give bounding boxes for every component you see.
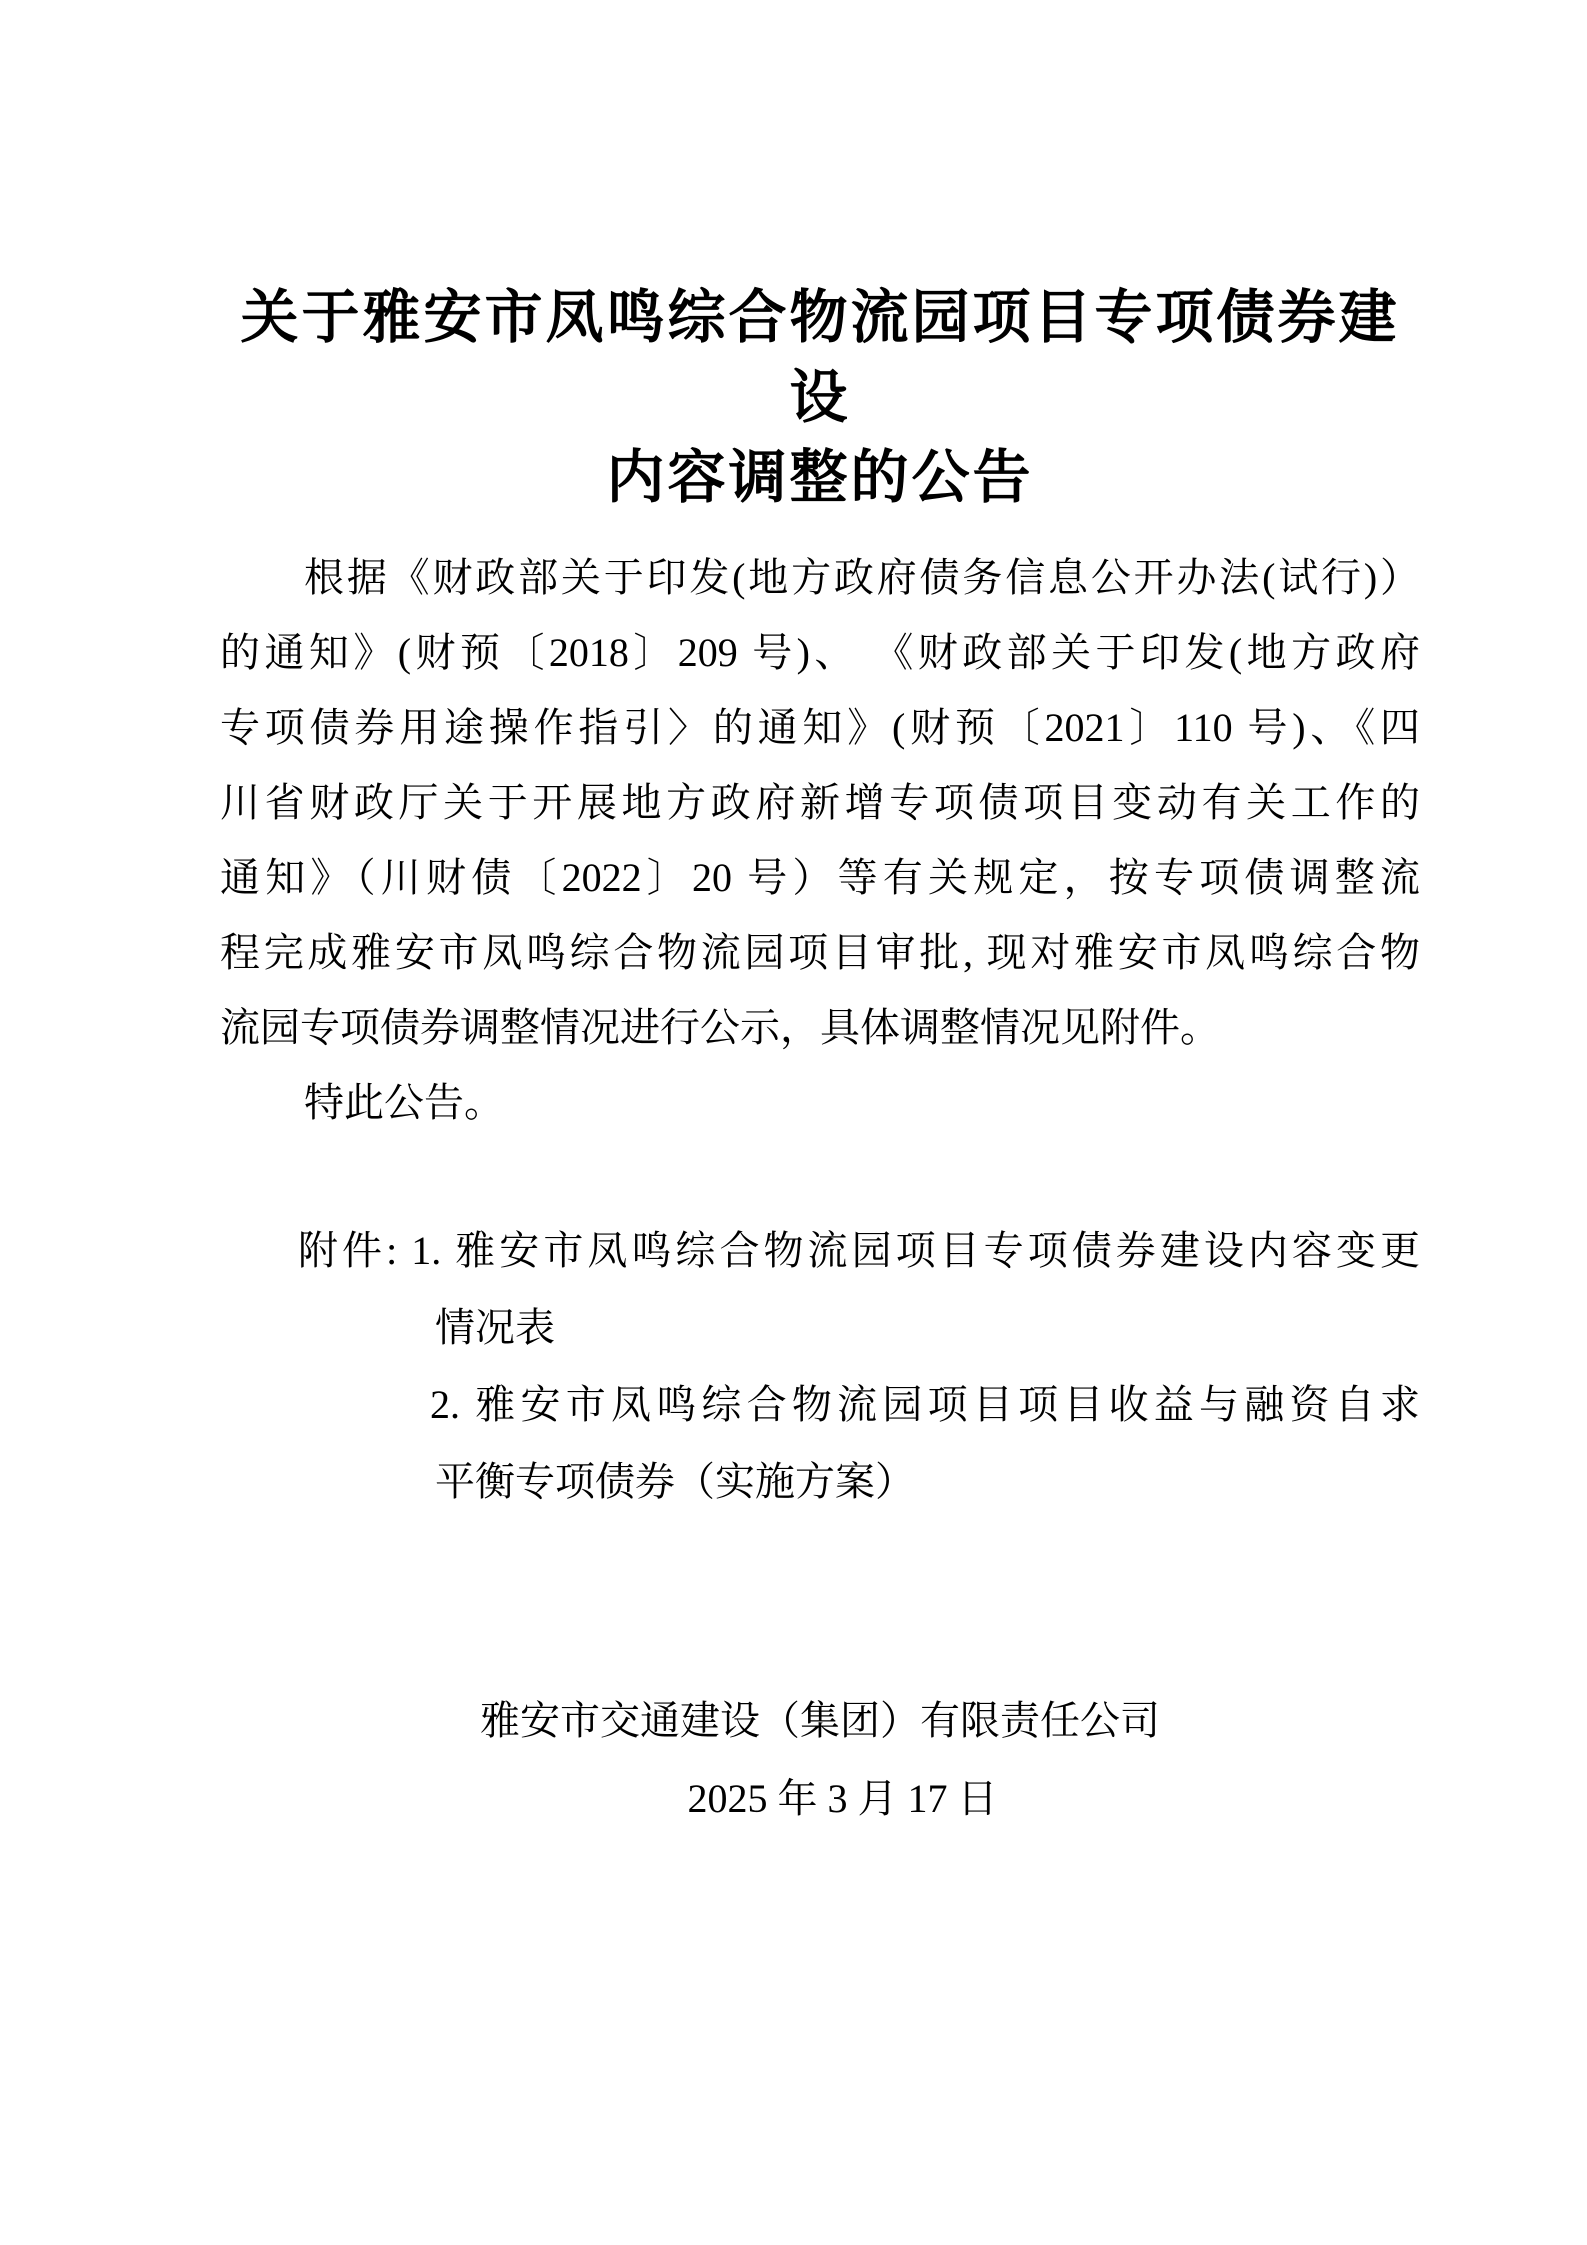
document-body xyxy=(220,540,1420,1140)
attachment-list xyxy=(220,1212,1420,1520)
document-title-line-1: 关于雅安市凤鸣综合物流园项目专项债券建设 xyxy=(240,285,1400,430)
attachment-line: 附件: 1. 雅安市凤鸣综合物流园项目专项债券建设内容变更 xyxy=(298,1228,1420,1273)
body-line: 根据《财政部关于印发(地方政府债务信息公开办法(试行)） xyxy=(304,555,1420,600)
body-line: 的通知》(财预〔2018〕209 号)、 《财政部关于印发(地方政府 xyxy=(220,630,1420,675)
body-line: 专项债券用途操作指引〉的通知》(财预〔2021〕110 号)、《四 xyxy=(220,705,1420,750)
attachment-line: 2. 雅安市凤鸣综合物流园项目项目收益与融资自求 xyxy=(430,1382,1420,1427)
body-closing-line: 特此公告。 xyxy=(304,1080,504,1125)
body-line: 程完成雅安市凤鸣综合物流园项目审批, 现对雅安市凤鸣综合物 xyxy=(220,930,1420,975)
issue-date: 2025 年 3 月 17 日 xyxy=(687,1776,998,1821)
attachment-line: 平衡专项债券（实施方案） xyxy=(435,1459,915,1504)
body-line: 流园专项债券调整情况进行公示，具体调整情况见附件。 xyxy=(220,1005,1220,1050)
document-title-line-2: 内容调整的公告 xyxy=(606,445,1034,510)
attachment-line: 情况表 xyxy=(435,1305,555,1350)
signature-block xyxy=(220,1682,1420,1838)
document-title xyxy=(220,278,1420,518)
body-line: 川省财政厅关于开展地方政府新增专项债项目变动有关工作的 xyxy=(220,780,1420,825)
body-line: 通知》（川财债〔2022〕20 号）等有关规定，按专项债调整流 xyxy=(220,855,1420,900)
issuer-name: 雅安市交通建设（集团）有限责任公司 xyxy=(480,1698,1160,1743)
